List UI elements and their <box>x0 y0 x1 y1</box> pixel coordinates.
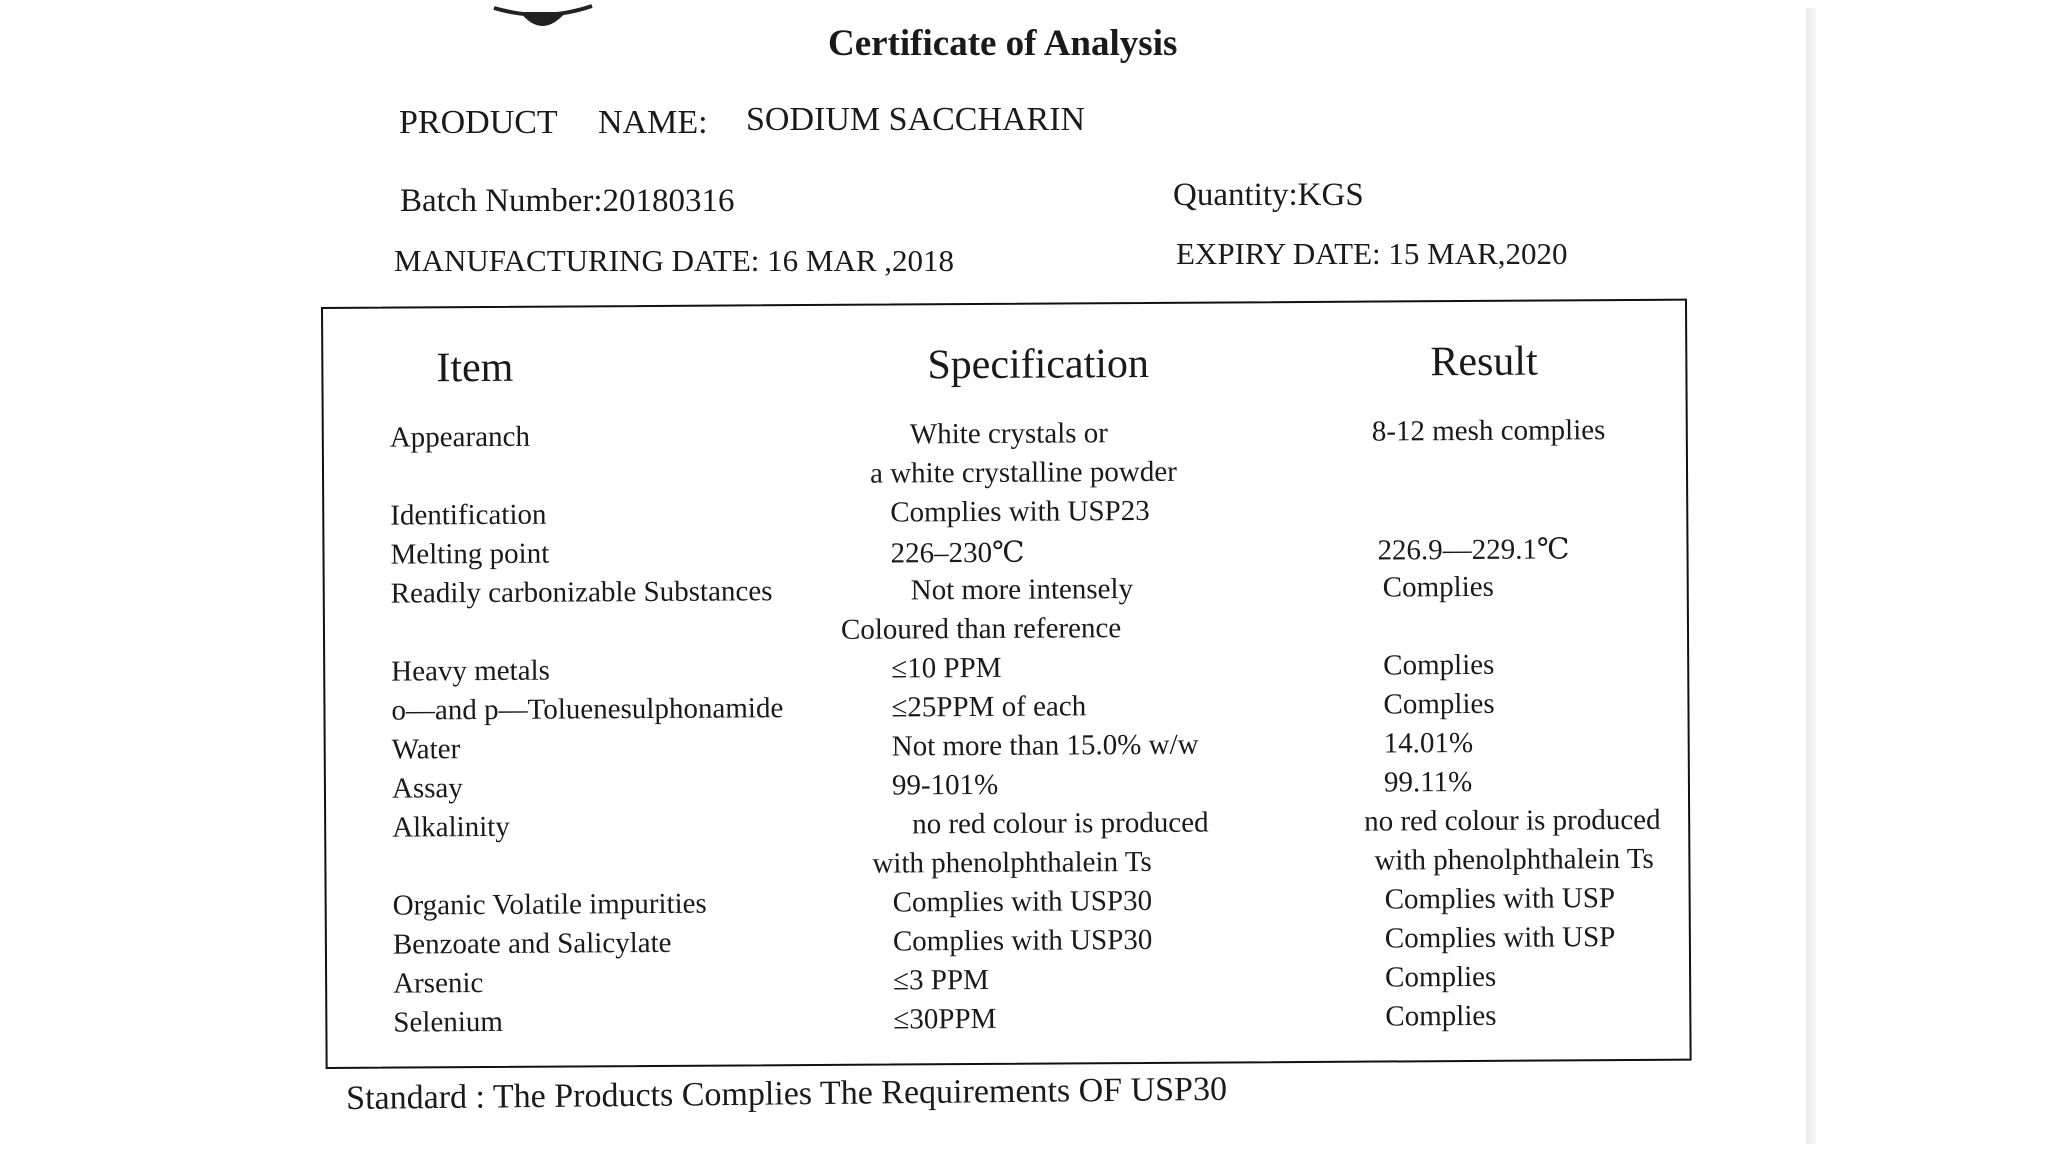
row-specification: ≤25PPM of each <box>891 690 1087 724</box>
row-result: 14.01% <box>1383 726 1474 760</box>
row-specification: Coloured than reference <box>840 612 1122 646</box>
row-result: 99.11% <box>1383 765 1473 799</box>
product-label: PRODUCT <box>399 104 558 141</box>
row-item: Water <box>391 733 461 766</box>
row-result: with phenolphthalein Ts <box>1374 842 1654 877</box>
row-specification: no red colour is produced <box>912 806 1209 841</box>
manufacturing-date: MANUFACTURING DATE: 16 MAR ,2018 <box>394 243 955 278</box>
row-specification: Complies with USP30 <box>892 884 1153 919</box>
row-item: Heavy metals <box>391 654 550 688</box>
row-result: Complies with USP <box>1384 921 1616 955</box>
row-result: Complies <box>1385 999 1497 1033</box>
row-result: Complies <box>1385 960 1497 994</box>
row-item: Alkalinity <box>392 810 510 844</box>
row-item: Assay <box>391 772 463 805</box>
row-item: Appearanch <box>389 420 530 454</box>
row-result: Complies with USP <box>1384 882 1616 916</box>
name-label: NAME: <box>598 104 708 141</box>
header-result: Result <box>1430 338 1538 386</box>
row-specification: ≤3 PPM <box>893 963 989 997</box>
row-item: o—and p—Toluenesulphonamide <box>391 692 784 727</box>
row-specification: ≤30PPM <box>893 1002 997 1036</box>
row-specification: Complies with USP23 <box>890 494 1150 529</box>
row-item: Identification <box>390 498 547 532</box>
row-specification: Complies with USP30 <box>892 923 1153 958</box>
header-item: Item <box>436 344 514 392</box>
quantity: Quantity:KGS <box>1173 177 1364 213</box>
row-result: Complies <box>1382 570 1495 604</box>
row-result: Complies <box>1383 648 1495 682</box>
document-title: Certificate of Analysis <box>828 23 1178 64</box>
standard-statement: Standard : The Products Complies The Requirements OF USP30 <box>346 1070 1228 1117</box>
row-specification: ≤10 PPM <box>891 651 1002 685</box>
logo-fragment-icon <box>492 0 594 36</box>
row-item: Melting point <box>390 537 550 571</box>
row-result: no red colour is produced <box>1364 803 1661 838</box>
product-name: SODIUM SACCHARIN <box>746 101 1086 138</box>
row-item: Arsenic <box>393 967 484 1000</box>
row-item: Selenium <box>393 1005 504 1039</box>
row-item: Organic Volatile impurities <box>392 887 707 922</box>
row-result: 226.9—229.1℃ <box>1377 533 1570 567</box>
row-item: Benzoate and Salicylate <box>392 926 672 961</box>
row-result: 8-12 mesh complies <box>1371 414 1606 448</box>
header-specification: Specification <box>927 340 1150 389</box>
row-specification: a white crystalline powder <box>869 455 1177 490</box>
row-specification: White crystals or <box>909 417 1108 451</box>
expiry-date: EXPIRY DATE: 15 MAR,2020 <box>1176 236 1568 271</box>
batch-number: Batch Number:20180316 <box>400 183 735 219</box>
row-specification: with phenolphthalein Ts <box>872 845 1152 880</box>
row-specification: Not more intensely <box>910 573 1134 607</box>
analysis-table <box>321 299 1692 1069</box>
row-item: Readily carbonizable Substances <box>390 575 773 610</box>
row-specification: 99-101% <box>891 768 999 802</box>
row-specification: Not more than 15.0% w/w <box>891 728 1199 763</box>
row-specification: 226–230℃ <box>890 536 1025 570</box>
page-edge-shadow <box>1806 8 1816 1144</box>
row-result: Complies <box>1383 687 1495 721</box>
